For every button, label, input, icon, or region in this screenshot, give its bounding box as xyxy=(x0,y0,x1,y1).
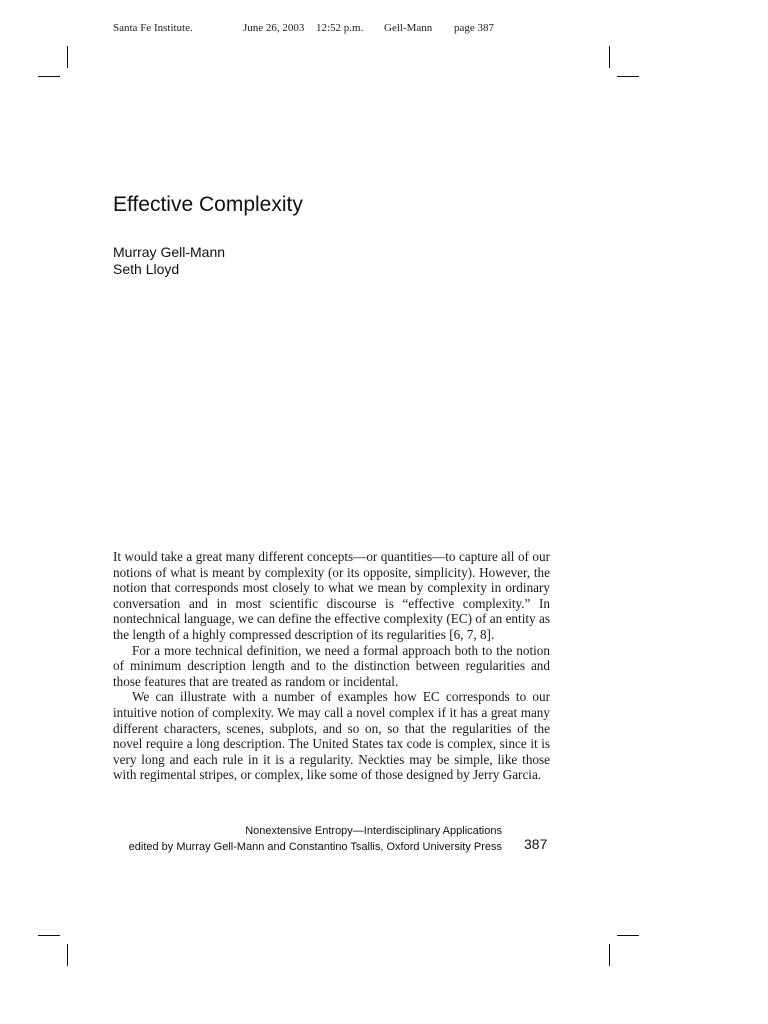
crop-mark-bottom-left-v xyxy=(67,944,68,966)
author-list xyxy=(113,244,225,278)
crop-mark-bottom-left-h xyxy=(38,935,60,936)
author-name: Murray Gell-Mann xyxy=(113,244,226,260)
crop-mark-top-right-h xyxy=(617,76,639,77)
body-text xyxy=(113,549,550,783)
book-title: Nonextensive Entropy—Interdisciplinary Applications xyxy=(245,825,502,837)
book-editors: edited by Murray Gell-Mann and Constantino Tsallis, Oxford University Press xyxy=(128,840,502,853)
author-name: Seth Lloyd xyxy=(113,261,180,277)
crop-mark-top-right-v xyxy=(609,46,610,68)
running-head-time: 12:52 p.m. xyxy=(316,22,364,34)
crop-mark-bottom-right-v xyxy=(609,944,610,966)
body-paragraph: It would take a great many different concepts—or quantities—to capture all of our notions of what is meant by complexity (or its opposite, simplicity). However, the notion that corresponds most closely to what we mean by complexity in ordinary conversation and in most scientific discourse is “effective complexity.” In nontechnical language, we can define the effective complexity (EC) of an entity as the length of a highly compressed description of its regularities [6, 7, 8]. xyxy=(113,549,550,642)
running-head-date: June 26, 2003 xyxy=(243,22,305,34)
crop-mark-top-left-v xyxy=(67,46,68,68)
page-number: 387 xyxy=(524,836,548,852)
running-head-author: Gell-Mann xyxy=(384,22,433,34)
body-paragraph: We can illustrate with a number of examples how EC corresponds to our intuitive notion of complexity. We may call a novel complex if it has a great many different characters, scenes, subplots, and so on, so that the regularities of the novel require a long description. The United States tax code is complex, since it is very long and each rule in it is a regularity. Neckties may be simple, like those with regimental stripes, or complex, like some of those designed by Jerry Garcia. xyxy=(113,689,550,783)
article-title: Effective Complexity xyxy=(113,193,303,216)
running-head-page: page 387 xyxy=(454,22,495,34)
crop-mark-top-left-h xyxy=(38,76,60,77)
body-paragraph: For a more technical definition, we need a formal approach both to the notion of minimum description length and to the distinction between regularities and those features that are treated as random or incidental. xyxy=(113,642,550,689)
book-credit xyxy=(113,824,502,855)
crop-mark-bottom-right-h xyxy=(617,935,639,936)
running-head-institute: Santa Fe Institute. xyxy=(113,22,193,34)
